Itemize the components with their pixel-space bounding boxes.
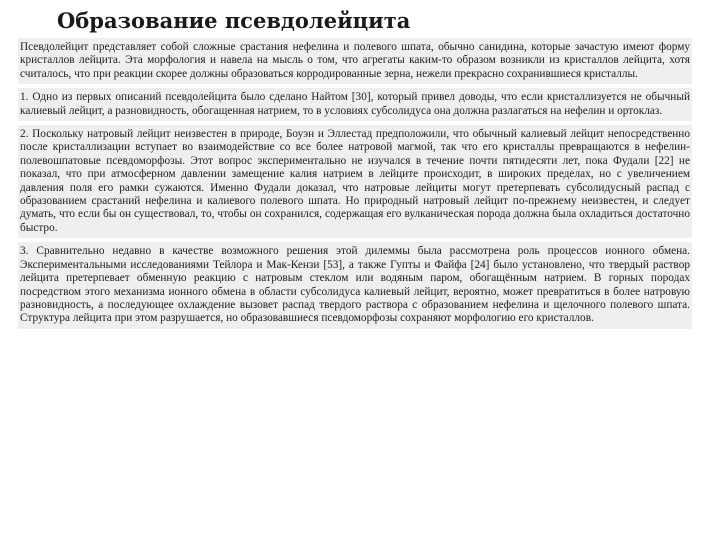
- point-3-paragraph: 3. Сравнительно недавно в качестве возможного решения этой дилеммы была рассмотрена роль процессов ионного обмена. Экспериментальными исследованиями Тейлора и Мак-Кензи [53], а также Гупты и Файфа [24] было установлено, что твердый раствор лейцита претерпевает обменную реакцию с натровым стеклом или водяным паром, обогащённым натрием. В горных породах посредством этого механизма ионного обмена в области субсолидуса калиевый лейцит, вероятно, может превратиться в более натровую разновидность, а последующее охлаждение вызовет распад твердого раствора с образованием нефелина и щелочного полевого шпата. Структура лейцита при этом разрушается, но образовавшиеся псевдоморфозы сохраняют морфологию его кристаллов.: [18, 242, 692, 328]
- page-title: Образование псевдолейцита: [57, 8, 411, 33]
- point-2-paragraph: 2. Поскольку натровый лейцит неизвестен в природе, Боуэн и Эллестад предположили, что обычный калиевый лейцит непосредственно после кристаллизации вступает во взаимодействие со все более натровой магмой, так что его кристаллы превращаются в нефелин-полевошпатовые псевдоморфозы. Этот вопрос экспериментально не изучался в течение почти пятидесяти лет, пока Фудали [22] не показал, что при атмосферном давлении замещение калия натрием в лейците происходит, в широких пределах, но с увеличением давления поля его рамки сужаются. Именно Фудали доказал, что натровые лейциты могут претерпевать субсолидусный распад с образованием срастаний нефелина и калиевого полевого шпата. Но природный натровый лейцит по-прежнему неизвестен, и следует думать, что если бы он существовал, то, чтобы он сохранился, содержащая его вулканическая порода должна была охладиться достаточно быстро.: [18, 125, 692, 238]
- slide-content: [18, 38, 692, 333]
- point-1-paragraph: 1. Одно из первых описаний псевдолейцита было сделано Найтом [30], который привел доводы, что если кристаллизуется не обычный калиевый лейцит, а разновидность, обогащенная натрием, то в условиях субсолидуса она должна разлагаться на нефелин и ортоклаз.: [18, 88, 692, 121]
- intro-paragraph: Псевдолейцит представляет собой сложные срастания нефелина и полевого шпата, обычно санидина, которые зачастую имеют форму кристаллов лейцита. Эта морфология и навела на мысль о том, что агрегаты каким-то образом возникли из кристаллов лейцита, хотя считалось, что при реакции скорее должны образоваться корродированные зерна, нежели прекрасно сохранившиеся кристаллы.: [18, 38, 692, 84]
